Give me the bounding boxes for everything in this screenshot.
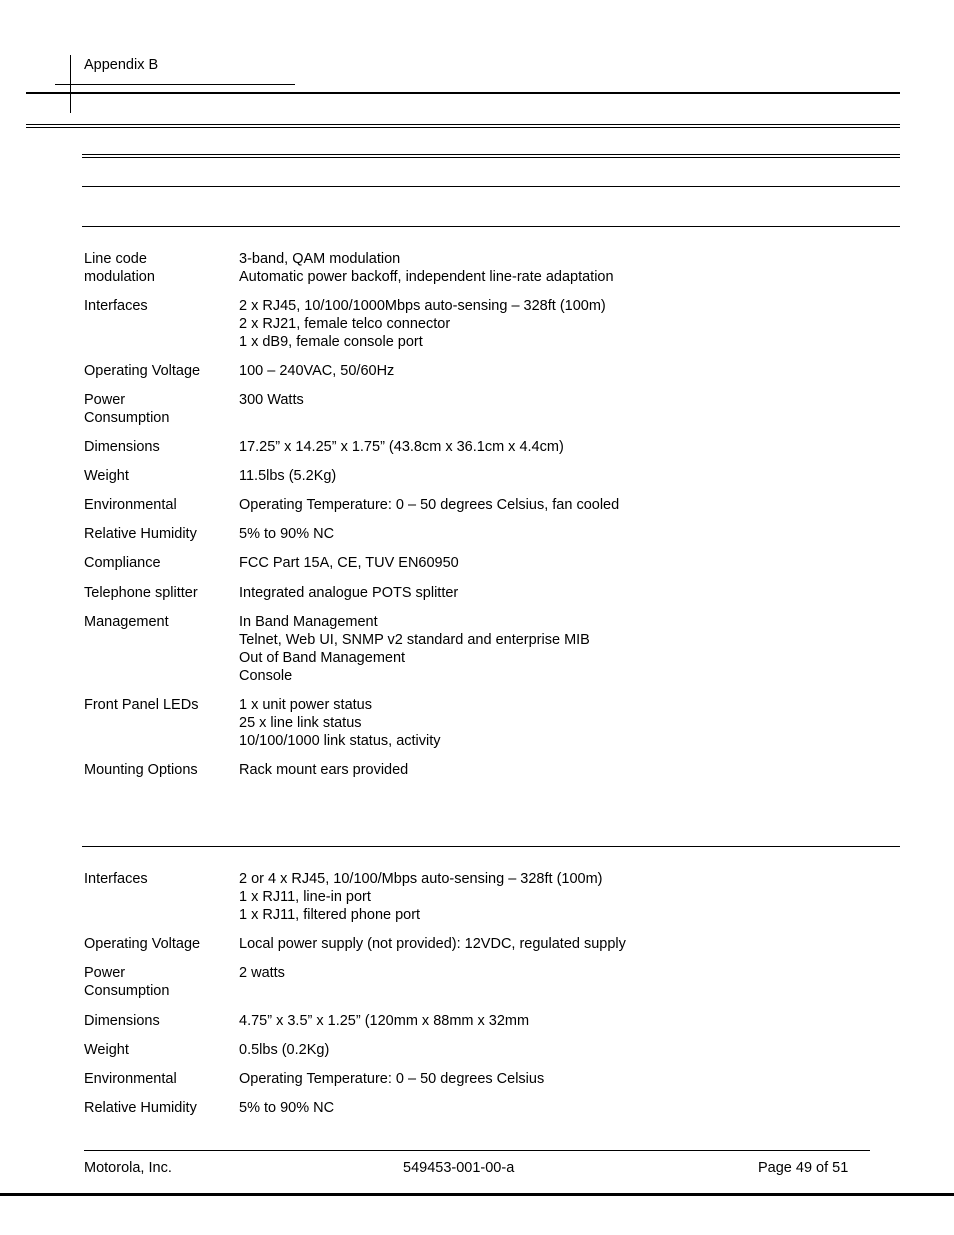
spec-label-line: modulation: [84, 269, 155, 285]
section-rule-1a: [82, 154, 900, 155]
footer-doc-number: 549453-001-00-a: [403, 1160, 515, 1176]
spec-value-line: 100 – 240VAC, 50/60Hz: [239, 363, 395, 379]
spec-label-line: Relative Humidity: [84, 1100, 197, 1116]
spec-value-line: Console: [239, 668, 293, 684]
spec-label-line: Relative Humidity: [84, 526, 197, 542]
spec-label: [84, 438, 234, 456]
spec-value-line: Out of Band Management: [239, 650, 406, 666]
title-rule-bottom: [26, 127, 900, 128]
spec-value: [239, 1041, 879, 1059]
spec-value-line: 2 x RJ45, 10/100/1000Mbps auto-sensing – 328ft (100m): [239, 298, 606, 314]
spec-label-line: Mounting Options: [84, 762, 198, 778]
section-rule-2: [82, 186, 900, 187]
footer-company: Motorola, Inc.: [84, 1160, 172, 1176]
spec-value: [239, 554, 879, 572]
spec-value-line: 5% to 90% NC: [239, 1100, 335, 1116]
section-rule-1b: [82, 157, 900, 158]
spec-label-line: Operating Voltage: [84, 363, 201, 379]
spec-label-line: Interfaces: [84, 298, 148, 314]
spec-label: [84, 584, 234, 602]
spec-label-line: Consumption: [84, 983, 170, 999]
spec-value-line: Telnet, Web UI, SNMP v2 standard and enterprise MIB: [239, 632, 590, 648]
spec-label: [84, 964, 234, 1000]
spec-label: [84, 554, 234, 572]
spec-label-line: Dimensions: [84, 439, 160, 455]
spec-label: [84, 935, 234, 953]
spec-label-line: Environmental: [84, 497, 177, 513]
spec-label-line: Environmental: [84, 1071, 177, 1087]
spec-value-line: Automatic power backoff, independent line-rate adaptation: [239, 269, 614, 285]
spec-value-line: 17.25” x 14.25” x 1.75” (43.8cm x 36.1cm x 4.4cm): [239, 439, 564, 455]
footer-rule-bottom: [0, 1193, 954, 1196]
title-rule-top: [26, 124, 900, 125]
spec-value-line: 25 x line link status: [239, 715, 362, 731]
spec-label-line: Management: [84, 614, 169, 630]
spec-value: [239, 1099, 879, 1117]
spec-value: [239, 870, 879, 924]
spec-value-line: 2 x RJ21, female telco connector: [239, 316, 451, 332]
spec-label-line: Power: [84, 392, 126, 408]
spec-value-line: In Band Management: [239, 614, 378, 630]
spec-label: [84, 391, 234, 427]
spec-value-line: 1 x dB9, female console port: [239, 334, 423, 350]
header-rule: [26, 92, 900, 94]
spec-value-line: Operating Temperature: 0 – 50 degrees Celsius: [239, 1071, 545, 1087]
spec-value-line: Rack mount ears provided: [239, 762, 409, 778]
spec-value-line: Integrated analogue POTS splitter: [239, 585, 459, 601]
spec-value: [239, 1070, 879, 1088]
spec-label: [84, 1099, 234, 1117]
spec-label: [84, 250, 234, 286]
spec-label: [84, 297, 234, 315]
spec-value: [239, 613, 879, 685]
footer-rule-top: [84, 1150, 870, 1151]
spec-label-line: Interfaces: [84, 871, 148, 887]
spec-value-line: 300 Watts: [239, 392, 304, 408]
spec-value-line: 3-band, QAM modulation: [239, 251, 401, 267]
spec-value-line: 1 x RJ11, line-in port: [239, 889, 371, 905]
spec-value: [239, 250, 879, 286]
spec-label-line: Weight: [84, 468, 129, 484]
spec-label: [84, 613, 234, 631]
spec-label-line: Telephone splitter: [84, 585, 198, 601]
spec-label: [84, 1070, 234, 1088]
spec-value: [239, 1012, 879, 1030]
spec-label: [84, 1041, 234, 1059]
spec-value: [239, 935, 879, 953]
spec-value: [239, 696, 879, 750]
spec-value-line: 1 x unit power status: [239, 697, 372, 713]
spec-label-line: Compliance: [84, 555, 161, 571]
spec-value: [239, 525, 879, 543]
spec-value-line: 11.5lbs (5.2Kg): [239, 468, 337, 484]
spec-value: [239, 297, 879, 351]
spec-value-line: 2 watts: [239, 965, 285, 981]
spec-value-line: 2 or 4 x RJ45, 10/100/Mbps auto-sensing – 328ft (100m): [239, 871, 603, 887]
spec-value-line: 1 x RJ11, filtered phone port: [239, 907, 421, 923]
spec-value-line: FCC Part 15A, CE, TUV EN60950: [239, 555, 459, 571]
spec-label-line: Front Panel LEDs: [84, 697, 199, 713]
spec-value-line: Operating Temperature: 0 – 50 degrees Celsius, fan cooled: [239, 497, 620, 513]
spec-value-line: Local power supply (not provided): 12VDC, regulated supply: [239, 936, 626, 952]
spec-label: [84, 696, 234, 714]
header-section-label: Appendix B: [84, 57, 159, 73]
spec-value: [239, 496, 879, 514]
crop-mark-horizontal: [55, 84, 295, 85]
spec-label: [84, 362, 234, 380]
spec-label: [84, 525, 234, 543]
spec-label-line: Line code: [84, 251, 147, 267]
spec-label: [84, 761, 234, 779]
spec-label: [84, 1012, 234, 1030]
footer-page-number: Page 49 of 51: [758, 1160, 849, 1176]
spec-value: [239, 761, 879, 779]
spec-value: [239, 438, 879, 456]
spec-value-line: 10/100/1000 link status, activity: [239, 733, 441, 749]
spec-value: [239, 467, 879, 485]
spec-value: [239, 391, 879, 409]
section-rule-3: [82, 226, 900, 227]
spec-label: [84, 870, 234, 888]
spec-value-line: 0.5lbs (0.2Kg): [239, 1042, 330, 1058]
spec-value-line: 4.75” x 3.5” x 1.25” (120mm x 88mm x 32mm: [239, 1013, 530, 1029]
spec-label-line: Weight: [84, 1042, 129, 1058]
spec-label-line: Consumption: [84, 410, 170, 426]
spec-value: [239, 964, 879, 982]
spec-label-line: Operating Voltage: [84, 936, 201, 952]
spec-label-line: Power: [84, 965, 126, 981]
spec-value: [239, 584, 879, 602]
spec-label: [84, 467, 234, 485]
spec-label-line: Dimensions: [84, 1013, 160, 1029]
spec-value: [239, 362, 879, 380]
spec-label: [84, 496, 234, 514]
spec-value-line: 5% to 90% NC: [239, 526, 335, 542]
section-rule-4: [82, 846, 900, 847]
